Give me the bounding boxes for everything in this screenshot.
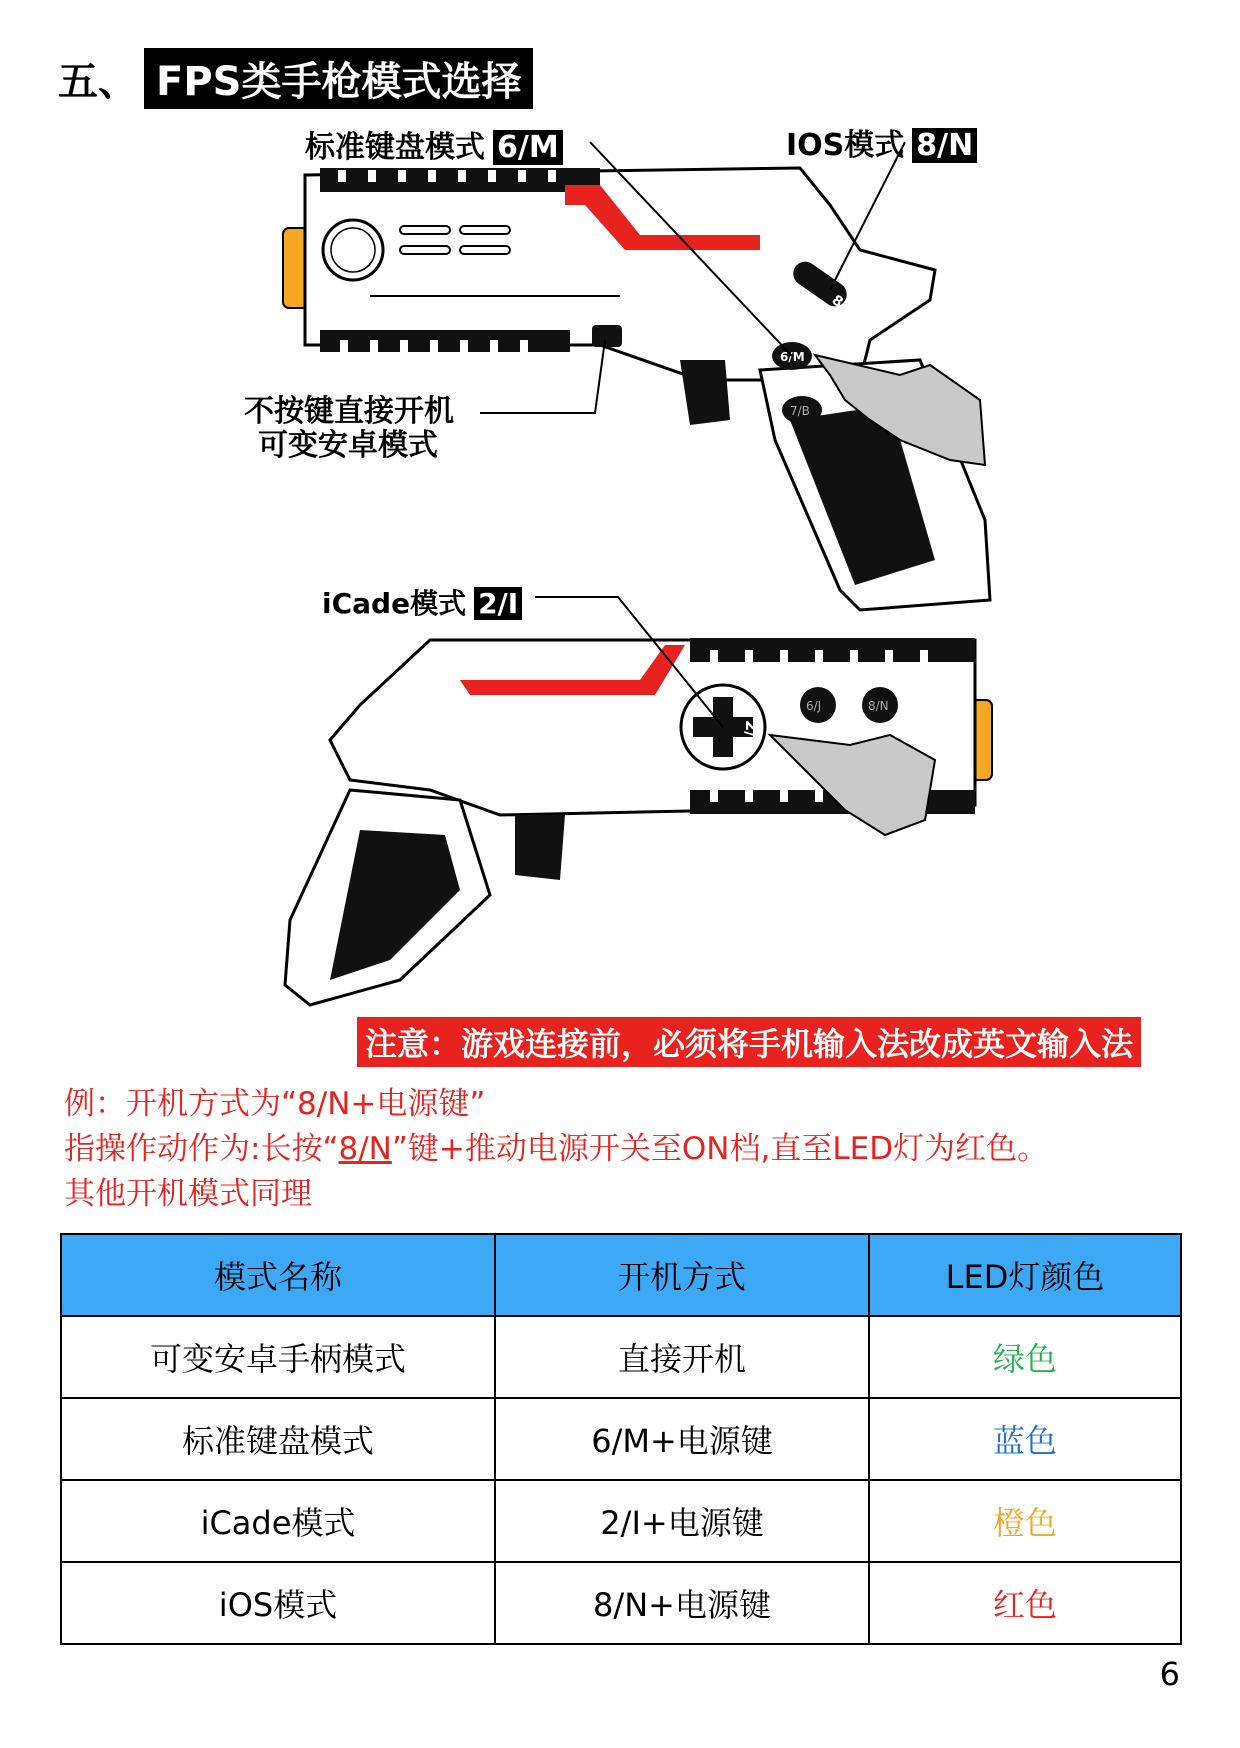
page-number: 6 xyxy=(1159,1655,1180,1693)
section-number: 五、 xyxy=(58,58,138,105)
power-switch-top[interactable] xyxy=(592,325,622,347)
tag-8n: 8/N xyxy=(912,128,977,163)
header-mode-name: 模式名称 xyxy=(61,1234,495,1316)
label-ios-text: IOS模式 xyxy=(786,128,905,163)
cell-led-color: 蓝色 xyxy=(869,1398,1181,1480)
tag-2i: 2/I xyxy=(474,587,522,620)
table-row xyxy=(61,1398,1181,1480)
example-line2: 指操作动作为:长按“8/N”键+推动电源开关至ON档,直至LED灯为红色。 xyxy=(64,1131,1049,1167)
button-7b-text: 7/B xyxy=(790,404,810,418)
top-rail-bottom xyxy=(690,638,975,662)
bottom-gun xyxy=(285,597,992,1005)
cell-led-color: 绿色 xyxy=(869,1316,1181,1398)
cell-method: 2/I+电源键 xyxy=(495,1480,869,1562)
label-standard-keyboard xyxy=(305,122,563,166)
cell-mode: 标准键盘模式 xyxy=(61,1398,495,1480)
joystick[interactable] xyxy=(323,220,383,280)
trigger-top[interactable] xyxy=(680,360,730,425)
dpad-2i-text: 2/I xyxy=(742,720,761,743)
table-row xyxy=(61,1316,1181,1398)
button-6j-text: 6/J xyxy=(806,699,822,713)
bottom-rail xyxy=(320,330,570,352)
label-standard-text: 标准键盘模式 xyxy=(305,130,485,165)
cell-led-color: 橙色 xyxy=(869,1480,1181,1562)
notice-banner: 注意：游戏连接前，必须将手机输入法改成英文输入法 xyxy=(357,1017,1141,1067)
cell-mode: iCade模式 xyxy=(61,1480,495,1562)
button-8n-bottom-text: 8/N xyxy=(868,699,889,713)
modes-table xyxy=(60,1233,1182,1645)
example-line1: 例：开机方式为“8/N+电源键” xyxy=(64,1086,486,1122)
table-row xyxy=(61,1480,1181,1562)
example-line3: 其他开机模式同理 xyxy=(64,1176,312,1212)
label-icade-text: iCade模式 xyxy=(322,587,467,620)
header-led-color: LED灯颜色 xyxy=(869,1234,1181,1316)
section-title-text: FPS类手枪模式选择 xyxy=(144,48,533,109)
label-android-line2: 可变安卓模式 xyxy=(258,428,438,463)
button-8n-text: 8/N xyxy=(828,292,860,321)
header-power-method: 开机方式 xyxy=(495,1234,869,1316)
table-row xyxy=(61,1562,1181,1644)
tag-6m: 6/M xyxy=(493,130,563,165)
table-header-row xyxy=(61,1234,1181,1316)
button-6m-text: 6/M xyxy=(780,350,805,364)
cell-method: 直接开机 xyxy=(495,1316,869,1398)
cell-method: 8/N+电源键 xyxy=(495,1562,869,1644)
cell-mode: iOS模式 xyxy=(61,1562,495,1644)
example-key: 8/N xyxy=(338,1131,392,1167)
cell-led-color: 红色 xyxy=(869,1562,1181,1644)
cell-mode: 可变安卓手柄模式 xyxy=(61,1316,495,1398)
top-gun xyxy=(283,142,990,610)
label-ios xyxy=(786,120,977,164)
label-android-line1: 不按键直接开机 xyxy=(244,394,454,429)
label-icade xyxy=(322,582,522,622)
trigger-bottom[interactable] xyxy=(515,815,565,880)
cell-method: 6/M+电源键 xyxy=(495,1398,869,1480)
example-text xyxy=(64,1082,1048,1217)
